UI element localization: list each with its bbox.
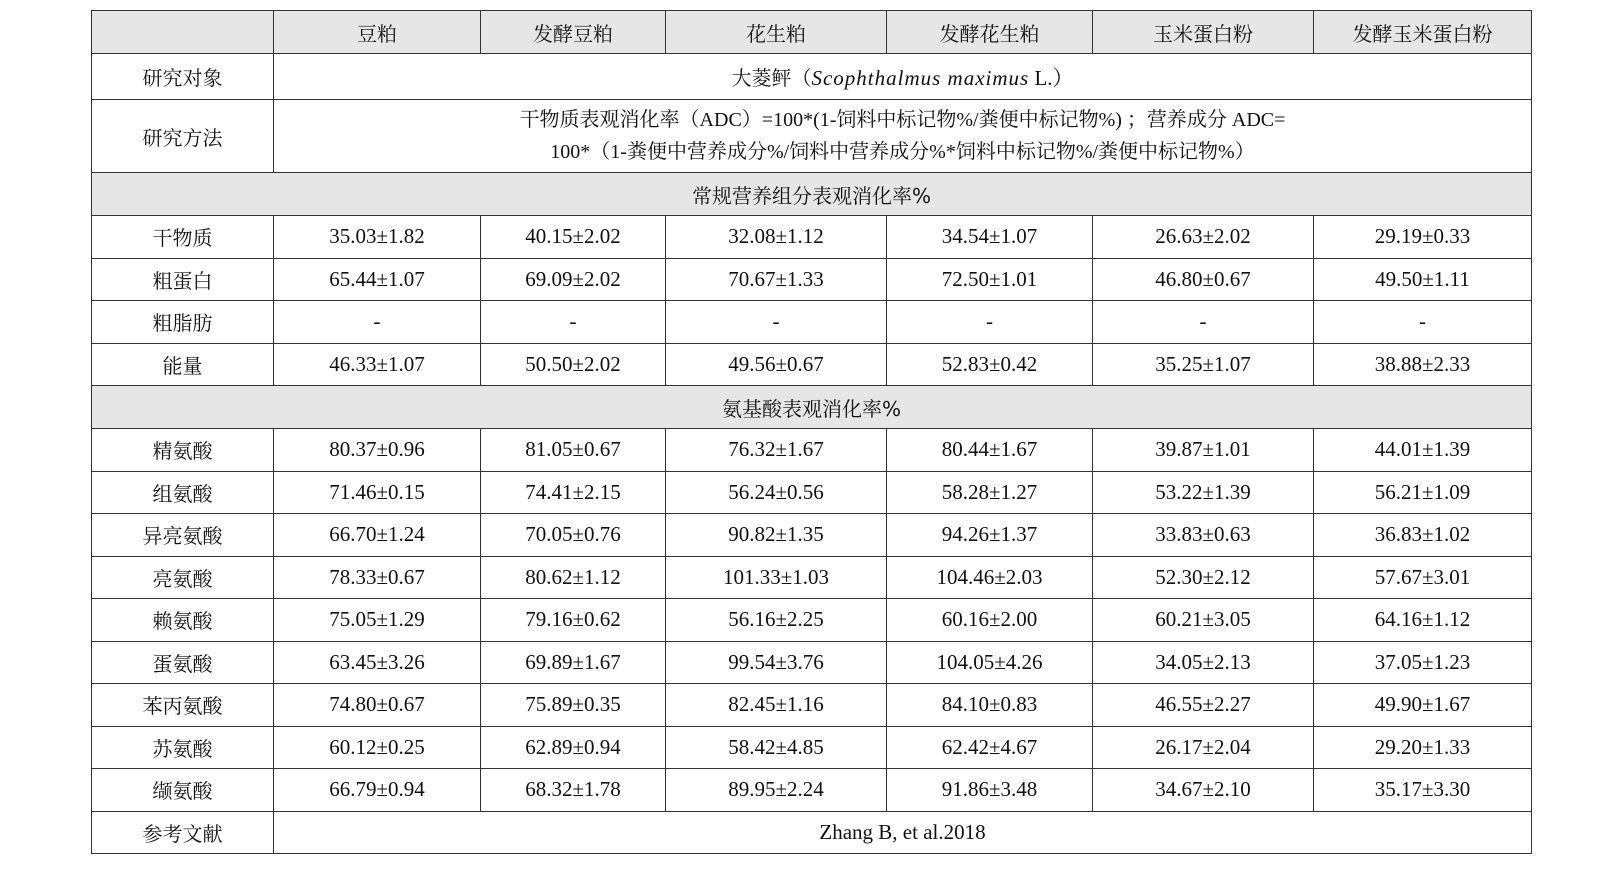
column-header-peanut-meal: 花生粕 (666, 11, 887, 54)
table-cell: 56.21±1.09 (1314, 471, 1532, 514)
table-cell: 35.03±1.82 (274, 216, 481, 259)
table-cell: 62.42±4.67 (887, 726, 1093, 769)
row-label: 苯丙氨酸 (92, 684, 274, 727)
table-cell: 60.16±2.00 (887, 599, 1093, 642)
row-label: 缬氨酸 (92, 769, 274, 812)
study-object-row (92, 54, 1532, 100)
header-row (92, 11, 1532, 54)
table-cell: 72.50±1.01 (887, 258, 1093, 301)
table-cell: 49.50±1.11 (1314, 258, 1532, 301)
row-label: 粗蛋白 (92, 258, 274, 301)
table-cell: 79.16±0.62 (481, 599, 666, 642)
row-label: 亮氨酸 (92, 556, 274, 599)
row-label: 苏氨酸 (92, 726, 274, 769)
table-cell: 65.44±1.07 (274, 258, 481, 301)
table-cell: 34.05±2.13 (1093, 641, 1314, 684)
table-row (92, 684, 1532, 727)
row-label: 异亮氨酸 (92, 514, 274, 557)
reference-row (92, 811, 1532, 854)
table-row (92, 216, 1532, 259)
method-label: 研究方法 (92, 100, 274, 173)
digestibility-table (91, 10, 1532, 854)
table-cell: 50.50±2.02 (481, 343, 666, 386)
table-cell: - (887, 301, 1093, 344)
table-cell: 81.05±0.67 (481, 429, 666, 472)
row-label: 精氨酸 (92, 429, 274, 472)
table-cell: 74.80±0.67 (274, 684, 481, 727)
table-cell: 69.89±1.67 (481, 641, 666, 684)
method-formula-line-2: 100*（1-粪便中营养成分%/饲料中营养成分%*饲料中标记物%/粪便中标记物%） (550, 141, 1255, 163)
row-label: 能量 (92, 343, 274, 386)
table-cell: 70.05±0.76 (481, 514, 666, 557)
table-cell: 104.46±2.03 (887, 556, 1093, 599)
table-cell: 34.54±1.07 (887, 216, 1093, 259)
table-cell: 99.54±3.76 (666, 641, 887, 684)
table-cell: 84.10±0.83 (887, 684, 1093, 727)
table-cell: 76.32±1.67 (666, 429, 887, 472)
table-cell: 40.15±2.02 (481, 216, 666, 259)
table-cell: 52.83±0.42 (887, 343, 1093, 386)
table-cell: 60.12±0.25 (274, 726, 481, 769)
table-cell: 46.55±2.27 (1093, 684, 1314, 727)
table-cell: 70.67±1.33 (666, 258, 887, 301)
row-label: 赖氨酸 (92, 599, 274, 642)
table-cell: 46.33±1.07 (274, 343, 481, 386)
table-cell: 62.89±0.94 (481, 726, 666, 769)
table-cell: 66.79±0.94 (274, 769, 481, 812)
species-chinese-name: 大菱鲆（ (731, 65, 812, 90)
table-cell: 37.05±1.23 (1314, 641, 1532, 684)
table-row (92, 769, 1532, 812)
table-cell: 69.09±2.02 (481, 258, 666, 301)
table-cell: 56.24±0.56 (666, 471, 887, 514)
table-cell: 35.17±3.30 (1314, 769, 1532, 812)
method-row (92, 100, 1532, 173)
study-object-value (274, 54, 1532, 100)
study-object-label: 研究对象 (92, 54, 274, 100)
header-corner (92, 11, 274, 54)
table-cell: 46.80±0.67 (1093, 258, 1314, 301)
table-cell: - (274, 301, 481, 344)
table-cell: 68.32±1.78 (481, 769, 666, 812)
table-cell: 49.56±0.67 (666, 343, 887, 386)
column-header-fermented-corn-gluten-meal: 发酵玉米蛋白粉 (1314, 11, 1532, 54)
table-row (92, 429, 1532, 472)
table-row (92, 556, 1532, 599)
table-row (92, 301, 1532, 344)
column-header-corn-gluten-meal: 玉米蛋白粉 (1093, 11, 1314, 54)
table-cell: 52.30±2.12 (1093, 556, 1314, 599)
section-title: 氨基酸表观消化率% (92, 386, 1532, 429)
table-row (92, 514, 1532, 557)
table-cell: 49.90±1.67 (1314, 684, 1532, 727)
table-cell: 64.16±1.12 (1314, 599, 1532, 642)
table-cell: 82.45±1.16 (666, 684, 887, 727)
row-label: 组氨酸 (92, 471, 274, 514)
species-latin-name: Scophthalmus maximus (811, 65, 1030, 90)
table-cell: 89.95±2.24 (666, 769, 887, 812)
table-cell: 44.01±1.39 (1314, 429, 1532, 472)
table-cell: 104.05±4.26 (887, 641, 1093, 684)
reference-label: 参考文献 (92, 811, 274, 854)
table-cell: 58.28±1.27 (887, 471, 1093, 514)
column-header-fermented-soybean-meal: 发酵豆粕 (481, 11, 666, 54)
row-label: 粗脂肪 (92, 301, 274, 344)
species-suffix: L.） (1029, 65, 1074, 90)
table-cell: 26.63±2.02 (1093, 216, 1314, 259)
section-header-row (92, 173, 1532, 216)
method-formula (274, 100, 1532, 173)
column-header-soybean-meal: 豆粕 (274, 11, 481, 54)
table-cell: 94.26±1.37 (887, 514, 1093, 557)
table-cell: 80.44±1.67 (887, 429, 1093, 472)
table-cell: 80.37±0.96 (274, 429, 481, 472)
table-cell: 33.83±0.63 (1093, 514, 1314, 557)
table-cell: 35.25±1.07 (1093, 343, 1314, 386)
table-row (92, 599, 1532, 642)
table-cell: - (1314, 301, 1532, 344)
row-label: 蛋氨酸 (92, 641, 274, 684)
row-label: 干物质 (92, 216, 274, 259)
table-cell: 26.17±2.04 (1093, 726, 1314, 769)
table-cell: 75.05±1.29 (274, 599, 481, 642)
table-row (92, 258, 1532, 301)
table-cell: 36.83±1.02 (1314, 514, 1532, 557)
table-cell: 29.19±0.33 (1314, 216, 1532, 259)
table-cell: 56.16±2.25 (666, 599, 887, 642)
table-cell: 60.21±3.05 (1093, 599, 1314, 642)
table-row (92, 641, 1532, 684)
reference-value: Zhang B, et al.2018 (274, 811, 1532, 854)
table-cell: 58.42±4.85 (666, 726, 887, 769)
table-cell: 71.46±0.15 (274, 471, 481, 514)
column-header-fermented-peanut-meal: 发酵花生粕 (887, 11, 1093, 54)
table-cell: 53.22±1.39 (1093, 471, 1314, 514)
table-cell: 34.67±2.10 (1093, 769, 1314, 812)
method-formula-line-1: 干物质表观消化率（ADC）=100*(1-饲料中标记物%/粪便中标记物%) ；营养成分 ADC= (519, 109, 1286, 131)
table-cell: 57.67±3.01 (1314, 556, 1532, 599)
table-cell: 66.70±1.24 (274, 514, 481, 557)
table-cell: 91.86±3.48 (887, 769, 1093, 812)
table-cell: 32.08±1.12 (666, 216, 887, 259)
table-cell: 74.41±2.15 (481, 471, 666, 514)
table-cell: 29.20±1.33 (1314, 726, 1532, 769)
section-title: 常规营养组分表观消化率% (92, 173, 1532, 216)
table-cell: 90.82±1.35 (666, 514, 887, 557)
table-cell: - (1093, 301, 1314, 344)
table-cell: 39.87±1.01 (1093, 429, 1314, 472)
table-cell: 101.33±1.03 (666, 556, 887, 599)
table-row (92, 343, 1532, 386)
table-cell: - (481, 301, 666, 344)
table-cell: 78.33±0.67 (274, 556, 481, 599)
table-row (92, 726, 1532, 769)
table-row (92, 471, 1532, 514)
table-cell: 80.62±1.12 (481, 556, 666, 599)
table-cell: - (666, 301, 887, 344)
table-cell: 38.88±2.33 (1314, 343, 1532, 386)
table-cell: 63.45±3.26 (274, 641, 481, 684)
table-cell: 75.89±0.35 (481, 684, 666, 727)
section-header-row (92, 386, 1532, 429)
